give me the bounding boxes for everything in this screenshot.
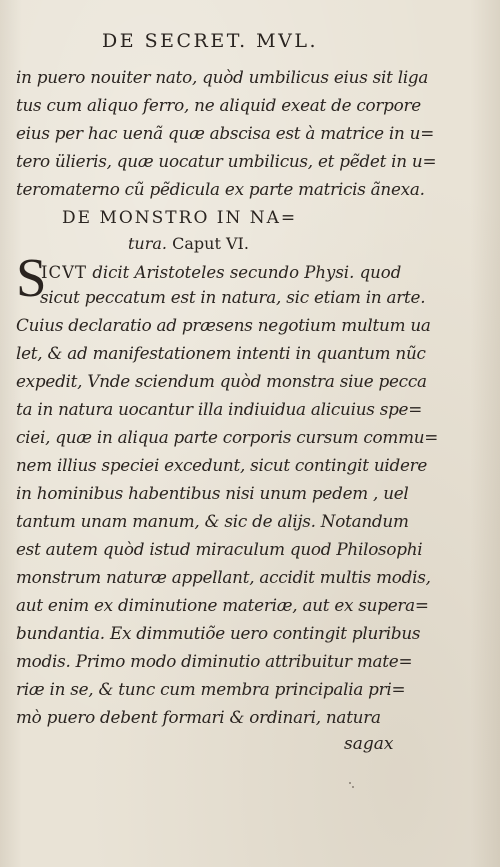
text-line: in puero nouiter nato, quòd umbilicus eius sit liga <box>16 67 429 87</box>
text-line: in hominibus habentibus nisi unum pedem , uel <box>16 483 409 503</box>
text-line: mò puero debent formari & ordinari, natura <box>16 707 381 727</box>
chapter-heading: DE MONSTRO IN NA= <box>62 208 298 228</box>
text-line: est autem quòd istud miraculum quod Philosophi <box>16 539 423 559</box>
paper-speck <box>352 786 354 788</box>
paper-speck <box>349 782 351 784</box>
text-line: nem illius speciei excedunt, sicut contingit uidere <box>16 455 428 475</box>
chapter-number: Caput VI. <box>172 234 249 253</box>
chapter-heading-line2 <box>128 234 249 253</box>
text-line: tantum unam manum, & sic de alijs. Notandum <box>16 511 409 531</box>
first-line-text: dicit Aristoteles secundo Physi. quod <box>92 263 402 282</box>
text-line: Cuius declaratio ad præsens negotium multum ua <box>16 315 431 335</box>
text-line: tero ülieris, quæ uocatur umbilicus, et pẽdet in u= <box>16 151 437 171</box>
running-head: DE SECRET. MVL. <box>101 30 319 52</box>
first-line <box>41 263 401 282</box>
catchword: sagax <box>344 734 394 754</box>
first-line-caps: ICVT <box>41 263 88 282</box>
text-line: teromaterno cũ pẽdicula ex parte matricis ãnexa. <box>16 179 425 199</box>
chapter-heading-word: tura. <box>128 234 168 253</box>
text-line: eius per hac uenã quæ abscisa est à matrice in u= <box>16 123 435 143</box>
text-line: expedit, Vnde sciendum quòd monstra siue pecca <box>16 371 427 391</box>
text-line: bundantia. Ex dimmutiõe uero contingit pluribus <box>16 623 421 643</box>
text-line: ta in natura uocantur illa indiuidua alicuius spe= <box>16 399 423 419</box>
drop-cap: S <box>16 247 47 308</box>
text-line: riæ in se, & tunc cum membra principalia pri= <box>16 679 406 699</box>
text-line: sicut peccatum est in natura, sic etiam in arte. <box>40 287 426 307</box>
text-line: modis. Primo modo diminutio attribuitur mate= <box>16 651 413 671</box>
text-line: monstrum naturæ appellant, accidit multis modis, <box>16 567 431 587</box>
text-line: ciei, quæ in aliqua parte corporis cursum commu= <box>16 427 439 447</box>
text-line: let, & ad manifestationem intenti in quantum nũc <box>16 343 426 363</box>
text-line: tus cum aliquo ferro, ne aliquid exeat de corpore <box>16 95 421 115</box>
text-line: aut enim ex diminutione materiæ, aut ex supera= <box>16 595 429 615</box>
